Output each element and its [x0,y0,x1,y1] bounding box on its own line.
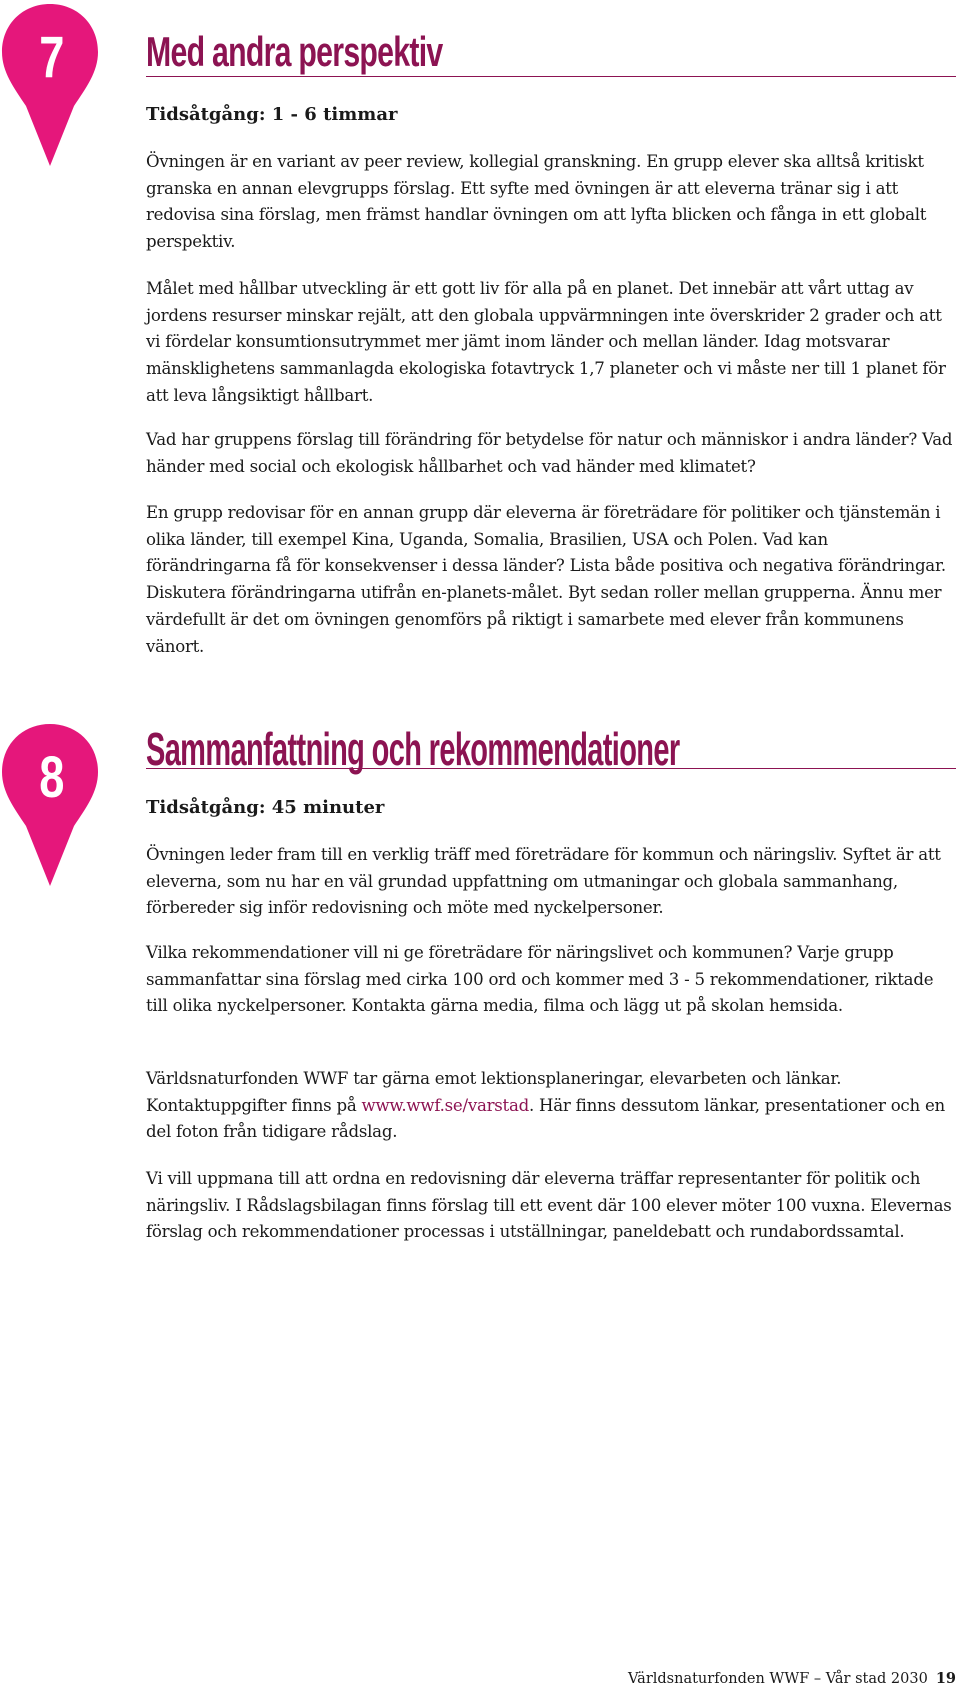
section-number: 7 [39,25,63,90]
paragraph-question: Vad har gruppens förslag till förändring för betydelse för natur och människor i andra länder? Vad händer med social och ekologisk hållbarhet och vad händer med klimatet? [146,430,953,476]
map-pin-icon [0,722,100,892]
duration-label: Tidsåtgång: 1 - 6 timmar [146,104,398,125]
section-number: 8 [39,745,63,810]
paragraph-intro: Övningen är en variant av peer review, kollegial granskning. En grupp elever ska alltså kritiskt granska en annan elevgrupps förslag. Ett syfte med övningen är att eleverna tränar sig i att redovisa sina förslag, men främst handlar övningen om att lyfta blicken och fånga in ett globalt perspektiv. [146,152,927,252]
paragraph-goal: Målet med hållbar utveckling är ett gott liv för alla på en planet. Det innebär att vårt uttag av jordens resurser minskar rejält, att den globala uppvärmningen inte överskrider 2 grader och att vi fördelar konsumtionsutrymmet mer jämt inom länder och mellan länder. Idag motsvarar mänsklighetens sammanlagda ekologiska fotavtryck 1,7 planeter och vi måste ner till 1 planet för att leva långsiktigt hållbart. [146,279,946,405]
publication-name: Världsnaturfonden WWF – Vår stad 2030 [628,1671,928,1687]
paragraph-intro: Övningen leder fram till en verklig träff med företrädare för kommun och näringsliv. Syftet är att eleverna, som nu har en väl grundad uppfattning om utmaningar och globala sammanhang, förbereder sig inför redovisning och möte med nyckelpersoner. [146,845,941,918]
section-title: Med andra perspektiv [146,28,443,75]
wwf-link[interactable]: www.wwf.se/varstad [361,1095,529,1115]
wwf-text-before: Världsnaturfonden WWF tar gärna emot lektionsplaneringar, elevarbeten och länkar. Kontaktuppgifter finns på [146,1069,842,1115]
paragraph-recommendations: Vilka rekommendationer vill ni ge företrädare för näringslivet och kommunen? Varje grupp sammanfattar sina förslag med cirka 100 ord och kommer med 3 - 5 rekommendationer, riktade till olika nyckelpersoner. Kontakta gärna media, filma och lägg ut på skolan hemsida. [146,943,934,1016]
page-footer [628,1670,956,1687]
page-number: 19 [935,1670,956,1687]
wwf-text-after: . Här finns dessutom länkar, presentationer och en del foton från tidigare rådslag. [146,1095,945,1142]
paragraph-wwf [146,1066,956,1146]
duration-label: Tidsåtgång: 45 minuter [146,797,385,818]
title-divider [146,768,956,769]
paragraph-event: Vi vill uppmana till att ordna en redovisning där eleverna träffar representanter för politik och näringsliv. I Rådslagsbilagan finns förslag till ett event där 100 elever möter 100 vuxna. Elevernas förslag och rekommendationer processas i utställningar, paneldebatt och rundabordssamtal. [146,1169,952,1242]
paragraph-roleplay: En grupp redovisar för en annan grupp där eleverna är företrädare för politiker och tjänstemän i olika länder, till exempel Kina, Uganda, Somalia, Brasilien, USA och Polen. Vad kan förändringarna få för konsekvenser i dessa länder? Lista både positiva och negativa förändringar. Diskutera förändringarna utifrån en-planets-målet. Byt sedan roller mellan grupperna. Ännu mer värdefullt är det om övningen genomförs på riktigt i samarbete med elever från kommunens vänort. [146,503,946,656]
section-title: Sammanfattning och rekommendationer [146,723,680,775]
